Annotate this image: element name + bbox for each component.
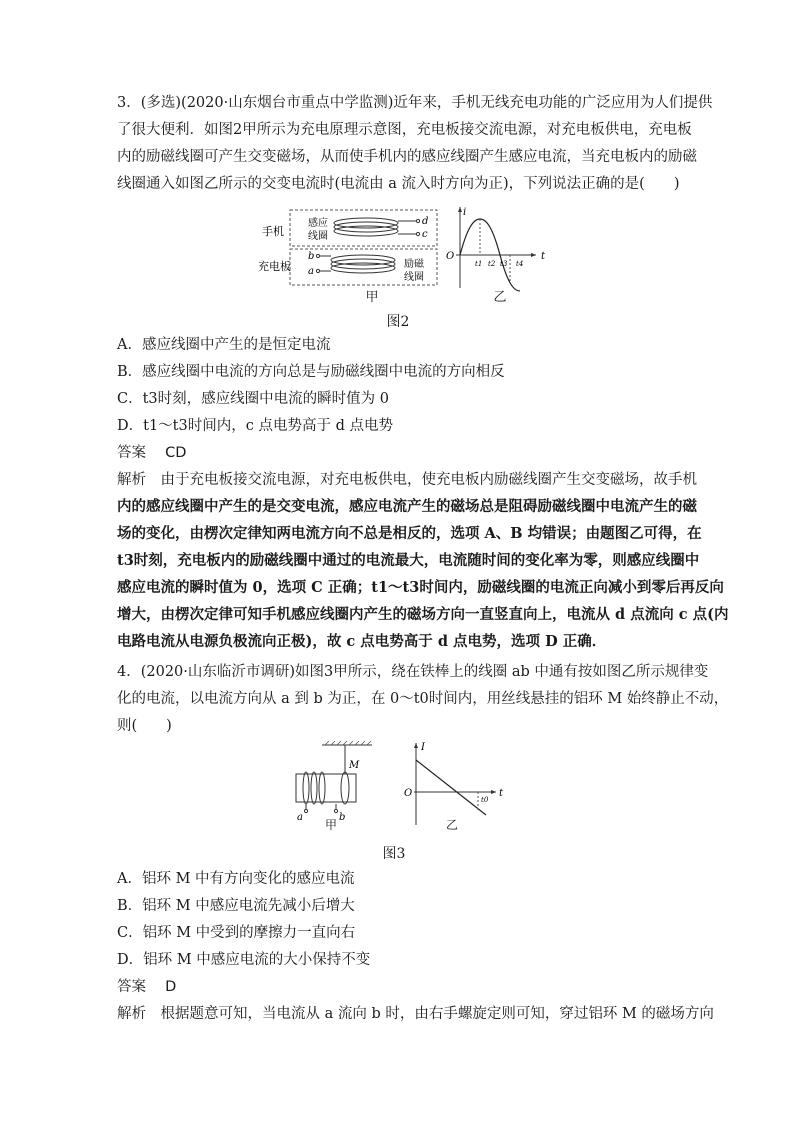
current-line: [416, 760, 486, 815]
q4-option-b: B．铝环 M 中感应电流先减小后增大: [117, 898, 355, 914]
q3-analysis-text-1: 由于充电板接交流电源，对充电板供电，使充电板内励磁线圈产生交变磁场，故手机: [160, 472, 697, 488]
answer-value: CD: [165, 445, 187, 461]
figure-3-sub-left: 甲: [324, 818, 337, 832]
figure-3-sub-right: 乙: [445, 818, 458, 832]
induction-coil-label-2: 线圈: [308, 231, 328, 242]
terminal-a-label: a: [308, 266, 314, 277]
induction-coil-label-1: 感应: [308, 218, 328, 229]
q3-analysis-line-2: 内的感应线圈中产生的是交变电流，感应电流产生的磁场总是阻碍励磁线圈中电流产生的磁: [117, 498, 697, 515]
tick-t3: t3: [500, 260, 508, 268]
tick-t2: t2: [488, 260, 496, 268]
figure-2-sub-right: 乙: [493, 290, 507, 305]
terminal-c-label: c: [422, 229, 428, 240]
aluminum-ring-m: [341, 772, 349, 804]
induction-coil: [334, 218, 398, 236]
q3-analysis-line-4: t3时刻，充电板内的励磁线圈中通过的电流最大，电流随时间的变化率为零，则感应线圈中: [117, 552, 700, 569]
q3-answer: [117, 443, 682, 463]
linear-current-graph: [404, 742, 504, 825]
alternating-current-graph: [446, 207, 546, 291]
q4-analysis-line-1: [117, 1004, 714, 1024]
terminal-a-label: a: [297, 812, 303, 823]
q3-stem-line-2: 了很大便利．如图2甲所示为充电原理示意图，充电板接交流电源，对充电板供电，充电板: [117, 122, 692, 138]
graph2-x-label: t: [541, 251, 546, 262]
coil-ab: [303, 772, 325, 804]
q3-option-b: B．感应线圈中电流的方向总是与励磁线圈中电流的方向相反: [117, 364, 505, 380]
charger-label: 充电板: [258, 260, 291, 273]
excitation-coil-label-1: 励磁: [404, 259, 424, 270]
tick-t4: t4: [516, 260, 524, 268]
q3-option-a: A．感应线圈中产生的是恒定电流: [117, 337, 331, 353]
q3-stem-line-1: 3．(多选)(2020·山东烟台市重点中学监测)近年来，手机无线充电功能的广泛应用为人们提供: [117, 95, 713, 111]
q4-option-c: C．铝环 M 中受到的摩擦力一直向右: [117, 925, 356, 941]
iron-rod: [296, 774, 356, 802]
excitation-coil: [331, 255, 395, 273]
q3-analysis-line-3: 场的变化，由楞次定律知两电流方向不总是相反的，选项 A、B 均错误；由题图乙可得，在: [117, 525, 702, 542]
terminal-b-label: b: [308, 251, 315, 262]
q4-analysis-text-1: 根据题意可知，当电流从 a 流向 b 时，由右手螺旋定则可知，穿过铝环 M 的磁场方向: [160, 1006, 714, 1022]
q3-analysis-line-5: 感应电流的瞬时值为 0，选项 C 正确；t1～t3时间内，励磁线圈的电流正向减小到零后再反向: [117, 579, 724, 596]
graph2-origin: O: [446, 251, 455, 262]
answer-label: 答案: [117, 979, 146, 995]
analysis-label: 解析: [117, 472, 146, 488]
graph2-y-label: i: [463, 207, 467, 218]
answer-label: 答案: [117, 445, 146, 461]
figure-3-caption: 图3: [382, 846, 406, 862]
q3-analysis-line-7: 电路电流从电源负极流向正极)，故 c 点电势高于 d 点电势，选项 D 正确．: [117, 633, 607, 650]
figure-2: [258, 203, 558, 293]
ring-m-label: M: [349, 760, 360, 771]
q3-stem-line-4: 线圈通入如图乙所示的交变电流时(电流由 a 流入时方向为正)，下列说法正确的是( ): [117, 176, 680, 192]
analysis-label: 解析: [117, 1006, 146, 1022]
q3-analysis-line-1: [117, 470, 697, 490]
q3-option-c: C．t3时刻，感应线圈中电流的瞬时值为 0: [117, 391, 389, 407]
excitation-coil-label-2: 线圈: [404, 272, 424, 283]
phone-label: 手机: [262, 225, 284, 238]
q4-stem-line-1: 4．(2020·山东临沂市调研)如图3甲所示，绕在铁棒上的线圈 ab 中通有按如图乙所示规律变: [117, 664, 709, 680]
q4-option-d: D．铝环 M 中感应电流的大小保持不变: [117, 952, 371, 968]
q4-stem-line-3: 则( ): [117, 718, 172, 734]
q4-option-a: A．铝环 M 中有方向变化的感应电流: [117, 871, 355, 887]
figure-2-caption: 图2: [386, 314, 410, 330]
terminal-d-label: d: [422, 216, 429, 227]
q3-option-d: D．t1～t3时间内，c 点电势高于 d 点电势: [117, 418, 393, 434]
tick-t0: t0: [481, 796, 489, 804]
answer-value: D: [165, 979, 177, 995]
q3-stem-line-3: 内的励磁线圈可产生交变磁场，从而使手机内的感应线圈产生感应电流，当充电板内的励磁: [117, 149, 697, 165]
graph3-x-label: t: [499, 788, 504, 799]
q3-analysis-line-6: 增大，由楞次定律可知手机感应线圈内产生的磁场方向一直竖直向上，电流从 d 点流向 c 点(内: [117, 606, 729, 623]
q4-stem-line-2: 化的电流，以电流方向从 a 到 b 为正，在 0～t0时间内，用丝线悬挂的铝环 M 始终静止不动，: [117, 691, 729, 707]
graph3-origin: O: [404, 788, 413, 799]
tick-t1: t1: [475, 260, 483, 268]
terminal-b-label: b: [339, 812, 346, 823]
figure-2-sub-left: 甲: [365, 290, 379, 305]
graph3-y-label: I: [421, 742, 425, 753]
q4-answer: [117, 977, 682, 997]
